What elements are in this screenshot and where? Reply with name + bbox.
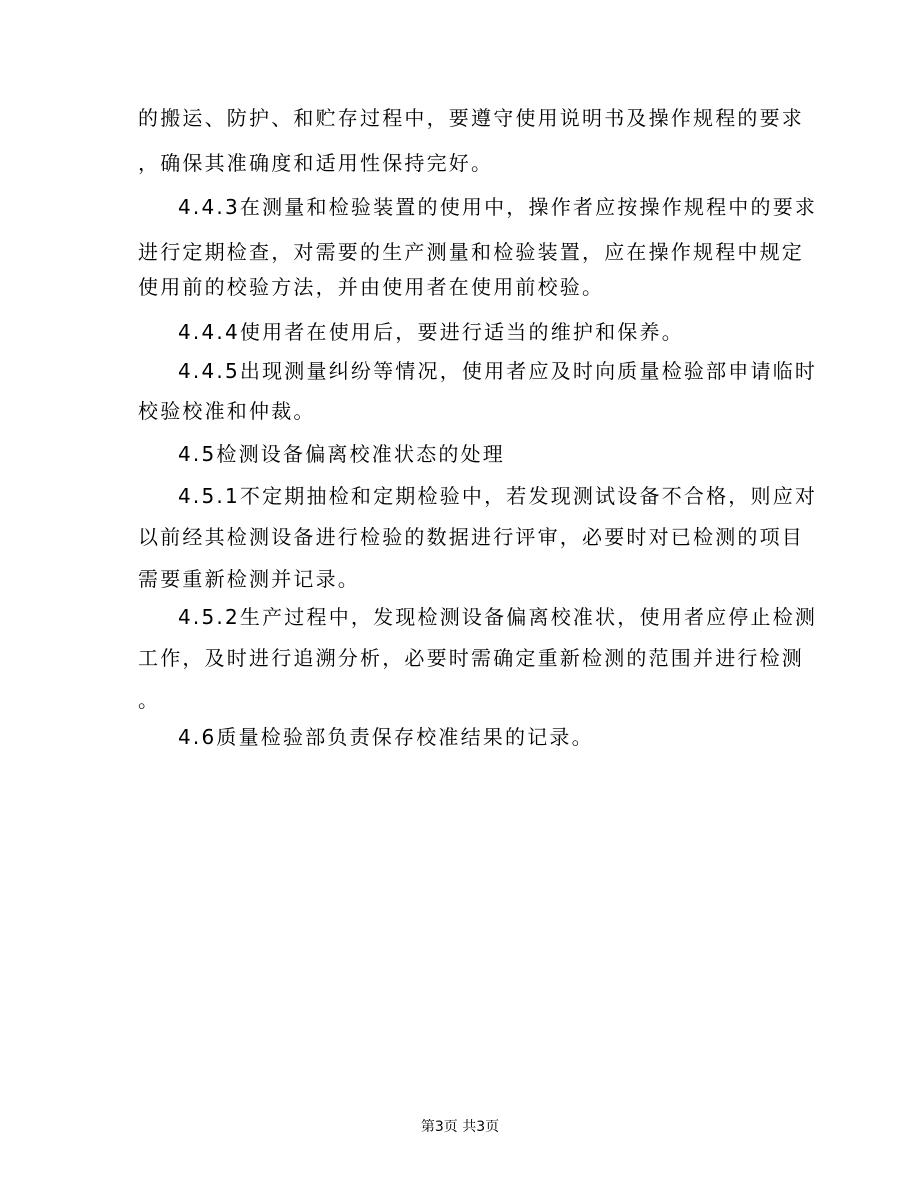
text-line: 4.6质量检验部负责保存校准结果的记录。 (178, 725, 594, 749)
text-line: 4.4.4使用者在使用后，要进行适当的维护和保养。 (178, 320, 684, 344)
text-line: 工作，及时进行追溯分析，必要时需确定重新检测的范围并进行检测 (138, 646, 804, 670)
text-line: 。 (138, 688, 161, 712)
text-line: 校验校准和仲裁。 (138, 399, 316, 423)
text-line: 使用前的校验方法，并由使用者在使用前校验。 (138, 275, 605, 299)
text-line: 4.5.2生产过程中，发现检测设备偏离校准状，使用者应停止检测 (178, 605, 818, 629)
text-line: 进行定期检查，对需要的生产测量和检验装置，应在操作规程中规定 (138, 240, 804, 264)
text-line: 4.5.1不定期抽检和定期检验中，若发现测试设备不合格，则应对 (178, 484, 818, 508)
text-line: 4.4.5出现测量纠纷等情况，使用者应及时向质量检验部申请临时 (178, 359, 818, 383)
page-number-footer: 第3页 共3页 (420, 1119, 500, 1135)
text-line: 的搬运、防护、和贮存过程中，要遵守使用说明书及操作规程的要求 (138, 106, 804, 130)
text-line: 以前经其检测设备进行检验的数据进行评审，必要时对已检测的项目 (138, 525, 804, 549)
section-heading: 4.5检测设备偏离校准状态的处理 (178, 442, 506, 466)
text-line: 需要重新检测并记录。 (138, 567, 360, 591)
text-line: 4.4.3在测量和检验装置的使用中，操作者应按操作规程中的要求 (178, 195, 818, 219)
text-line: ，确保其准确度和适用性保持完好。 (138, 151, 494, 175)
